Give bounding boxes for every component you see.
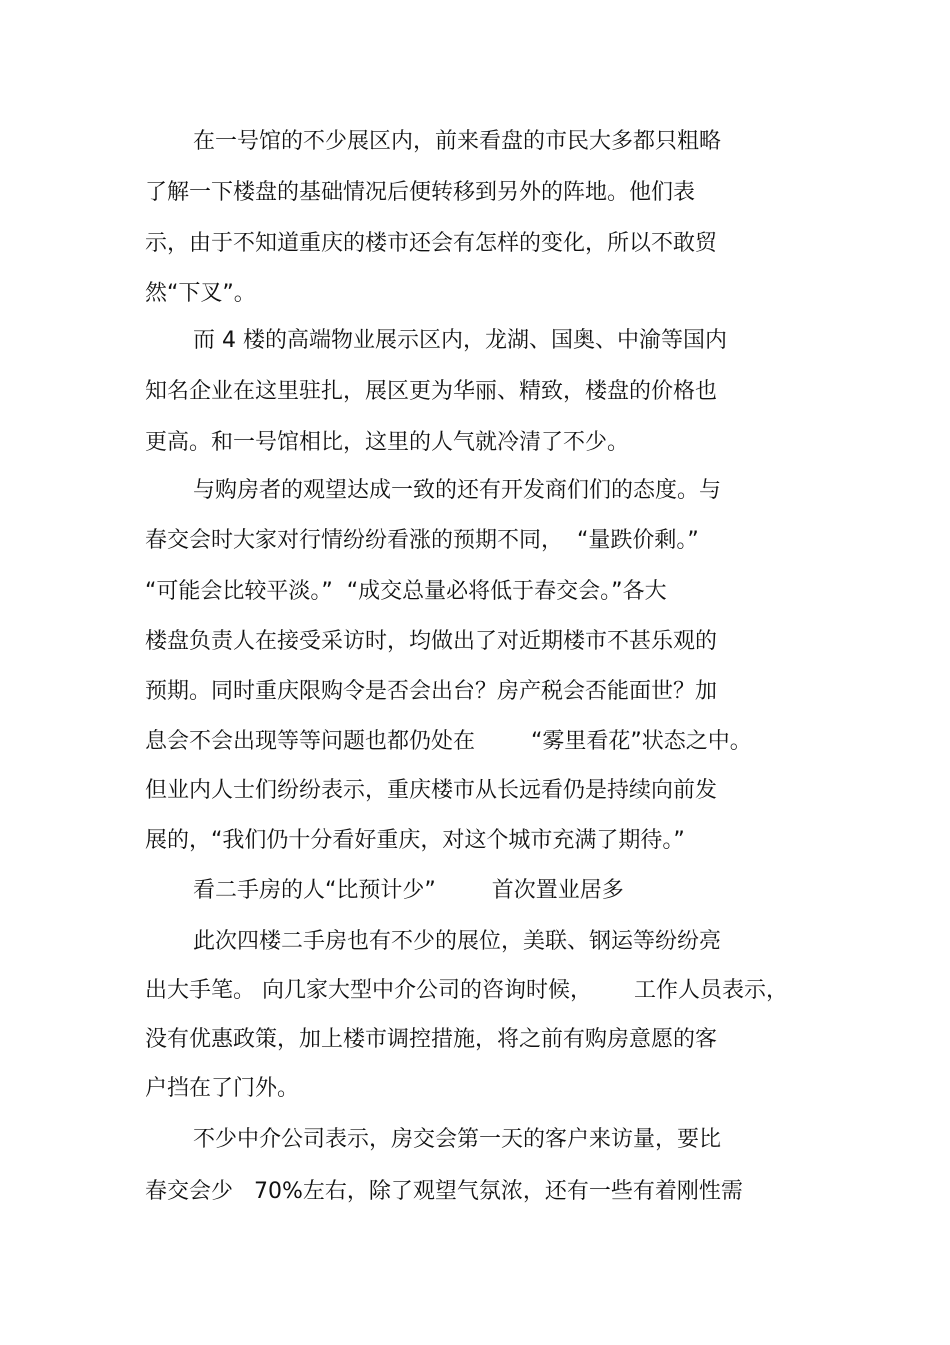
paragraph-2-line-2: 知名企业在这里驻扎，展区更为华丽、精致，楼盘的价格也 [145, 379, 718, 404]
paragraph-2-line-1: 而 4 楼的高端物业展示区内，龙湖、国奥、中渝等国内 [193, 328, 727, 353]
paragraph-3-line-3: “可能会比较平淡。” “成交总量必将低于春交会。”各大 [145, 579, 667, 604]
paragraph-3-line-4: 楼盘负责人在接受采访时，均做出了对近期楼市不甚乐观的 [145, 629, 718, 654]
paragraph-4-line-3: 没有优惠政策，加上楼市调控措施，将之前有购房意愿的客 [145, 1027, 718, 1052]
paragraph-1-line-2: 了解一下楼盘的基础情况后便转移到另外的阵地。他们表 [145, 180, 696, 205]
paragraph-3-line-7: 但业内人士们纷纷表示，重庆楼市从长远看仍是持续向前发 [145, 778, 718, 803]
paragraph-5-line-2: 春交会少 70%左右，除了观望气氛浓，还有一些有着刚性需 [145, 1179, 743, 1204]
paragraph-2-line-3: 更高。和一号馆相比，这里的人气就冷清了不少。 [145, 430, 630, 455]
paragraph-4-line-2: 出大手笔。 向几家大型中介公司的咨询时候， 工作人员表示， [145, 978, 788, 1003]
paragraph-1-line-4: 然“下叉”。 [145, 281, 256, 306]
paragraph-4-line-1: 此次四楼二手房也有不少的展位，美联、钢运等纷纷亮 [193, 929, 722, 954]
paragraph-5-line-1: 不少中介公司表示，房交会第一天的客户来访量，要比 [193, 1127, 722, 1152]
paragraph-3-line-2: 春交会时大家对行情纷纷看涨的预期不同， “量跌价剩。” [145, 528, 699, 553]
paragraph-1-line-3: 示，由于不知道重庆的楼市还会有怎样的变化，所以不敢贸 [145, 231, 718, 256]
paragraph-3-line-5: 预期。同时重庆限购令是否会出台？房产税会否能面世？加 [145, 679, 718, 704]
paragraph-3-line-6: 息会不会出现等等问题也都仍处在 “雾里看花”状态之中。 [145, 729, 752, 754]
paragraph-3-line-8: 展的，“我们仍十分看好重庆，对这个城市充满了期待。” [145, 828, 685, 853]
paragraph-4-line-4: 户挡在了门外。 [145, 1076, 300, 1101]
section-subheading: 看二手房的人“比预计少” 首次置业居多 [193, 878, 624, 903]
paragraph-1-line-1: 在一号馆的不少展区内，前来看盘的市民大多都只粗略 [193, 129, 722, 154]
paragraph-3-line-1: 与购房者的观望达成一致的还有开发商们们的态度。与 [193, 478, 722, 503]
